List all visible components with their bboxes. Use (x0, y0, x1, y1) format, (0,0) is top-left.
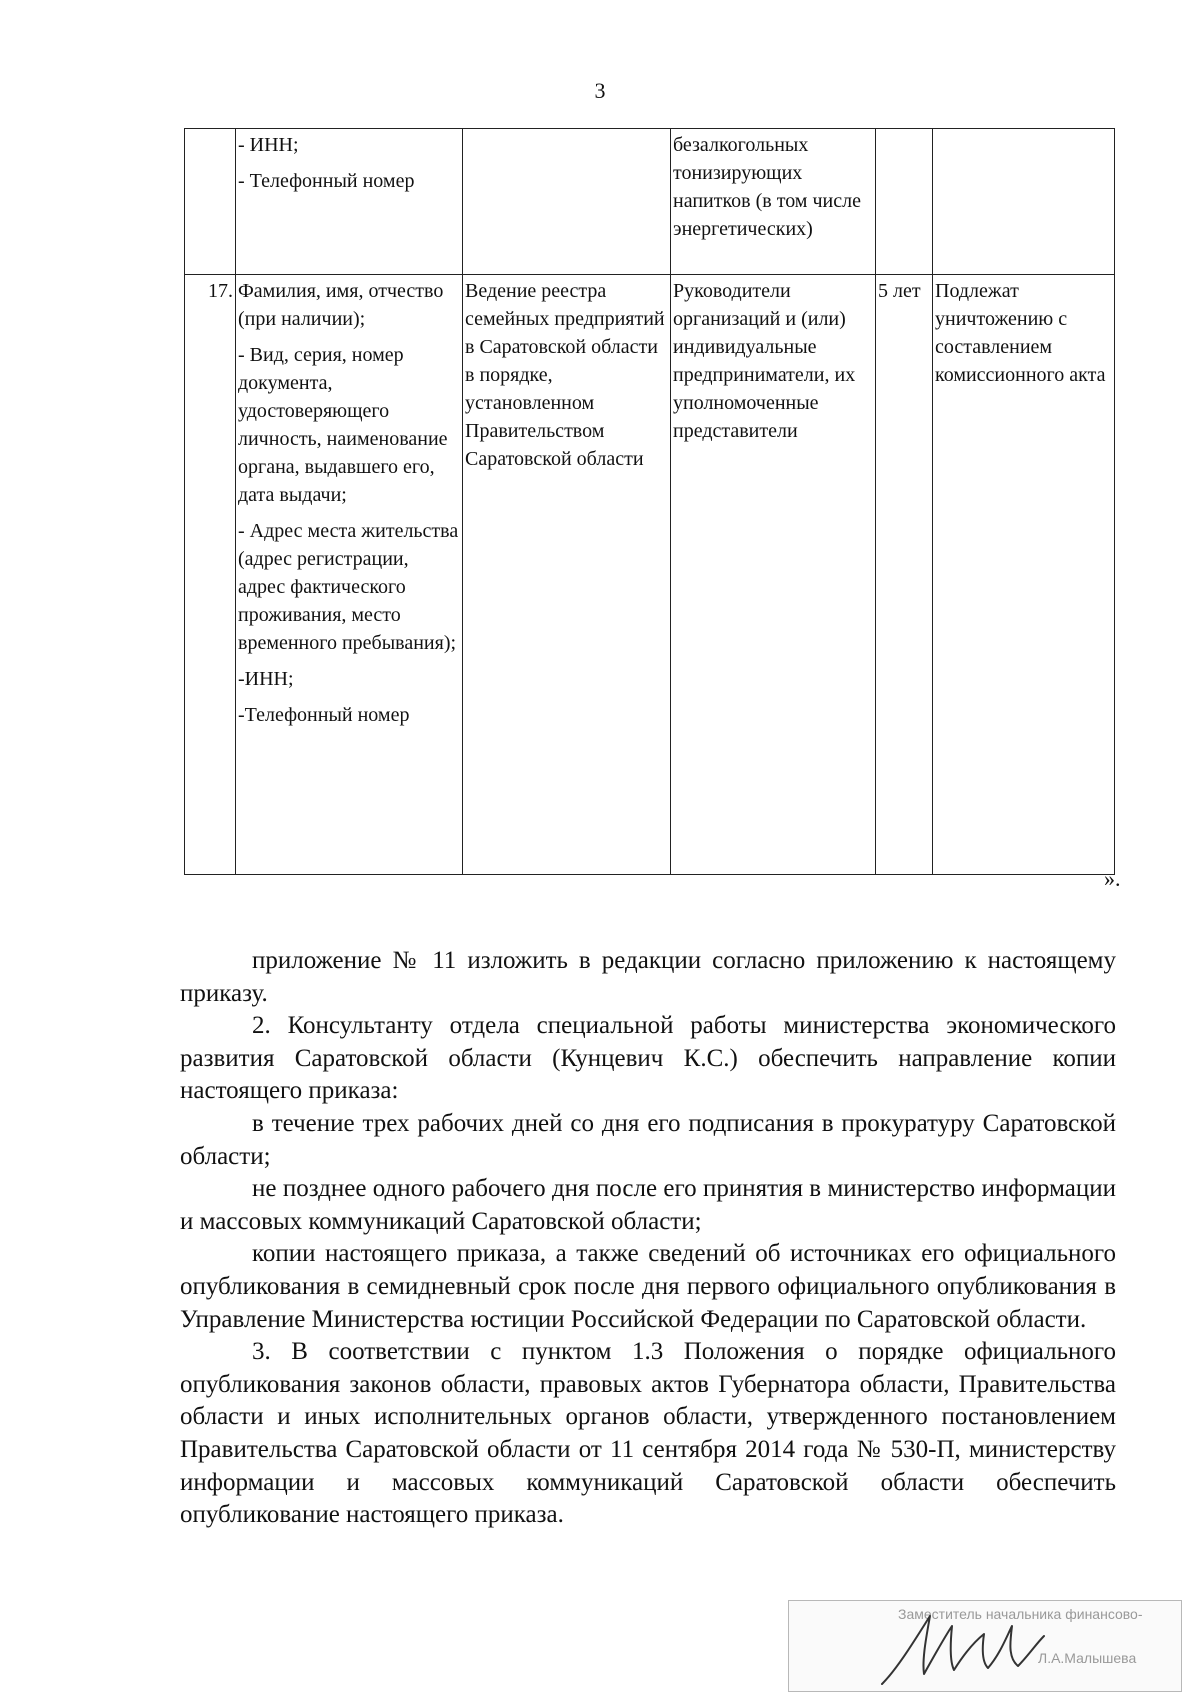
paragraph: не позднее одного рабочего дня после его принятия в министерство информации и массовых коммуникаций Саратовской области; (180, 1175, 1116, 1235)
action-cell: Подлежат уничтожению с составлением комиссионного акта (933, 275, 1115, 875)
table-row-continuation (185, 129, 1115, 275)
handwritten-signature (878, 1608, 1048, 1688)
order-body-text (180, 945, 1116, 1532)
data-item: - Вид, серия, номер документа, удостоверяющего личность, наименование органа, выдавшего его, дата выдачи; (238, 344, 448, 506)
stamp-text: Заместитель начальника финансово- (898, 1606, 1143, 1622)
term-cell (876, 129, 933, 275)
row-number-cell: 17. (185, 275, 236, 875)
purpose-cell: Ведение реестра семейных предприятий в Саратовской области в порядке, установленном Правительством Саратовской области (463, 275, 671, 875)
data-item: -Телефонный номер (238, 704, 410, 726)
row-number-cell (185, 129, 236, 275)
data-item: - ИНН; (238, 134, 299, 156)
data-item: - Адрес места жительства (адрес регистрации, адрес фактического проживания, место временного пребывания); (238, 520, 459, 654)
data-items-cell (236, 129, 463, 275)
paragraph: копии настоящего приказа, а также сведений об источниках его официального опубликования в семидневный срок после дня первого официального опубликования в Управление Министерства юстиции Российской Федерации по Саратовской области. (180, 1240, 1116, 1333)
term-cell: 5 лет (876, 275, 933, 875)
paragraph: 3. В соответствии с пунктом 1.3 Положения о порядке официального опубликования законов области, правовых актов Губернатора области, Правительства области и иных исполнительных органов области, утвержденного постановлением Правительства Саратовской области от 11 сентября 2014 года № 530-П, министерству информации и массовых коммуникаций Саратовской области обеспечить опубликование настоящего приказа. (180, 1338, 1116, 1529)
table-row-17 (185, 275, 1115, 875)
data-items-cell (236, 275, 463, 875)
stamp-text: Л.А.Малышева (1038, 1650, 1137, 1666)
page-number: 3 (594, 78, 606, 103)
data-item: - Телефонный номер (238, 170, 415, 192)
purpose-cell (463, 129, 671, 275)
subjects-cell: Руководители организаций и (или) индивидуальные предприниматели, их уполномоченные представители (671, 275, 876, 875)
paragraph: в течение трех рабочих дней со дня его подписания в прокуратуру Саратовской области; (180, 1109, 1116, 1170)
action-cell (933, 129, 1115, 275)
personal-data-table (184, 128, 1115, 875)
subjects-cell: безалкогольных тонизирующих напитков (в том числе энергетических) (671, 129, 876, 275)
paragraph: приложение № 11 изложить в редакции согласно приложению к настоящему приказу. (180, 947, 1116, 1007)
paragraph: 2. Консультанту отдела специальной работы министерства экономического развития Саратовской области (Кунцевич К.С.) обеспечить направление копии настоящего приказа: (180, 1012, 1116, 1105)
closing-quote: ». (1104, 866, 1121, 891)
signature-stamp (788, 1600, 1180, 1690)
data-item: -ИНН; (238, 668, 294, 690)
data-item: Фамилия, имя, отчество (при наличии); (238, 280, 444, 330)
